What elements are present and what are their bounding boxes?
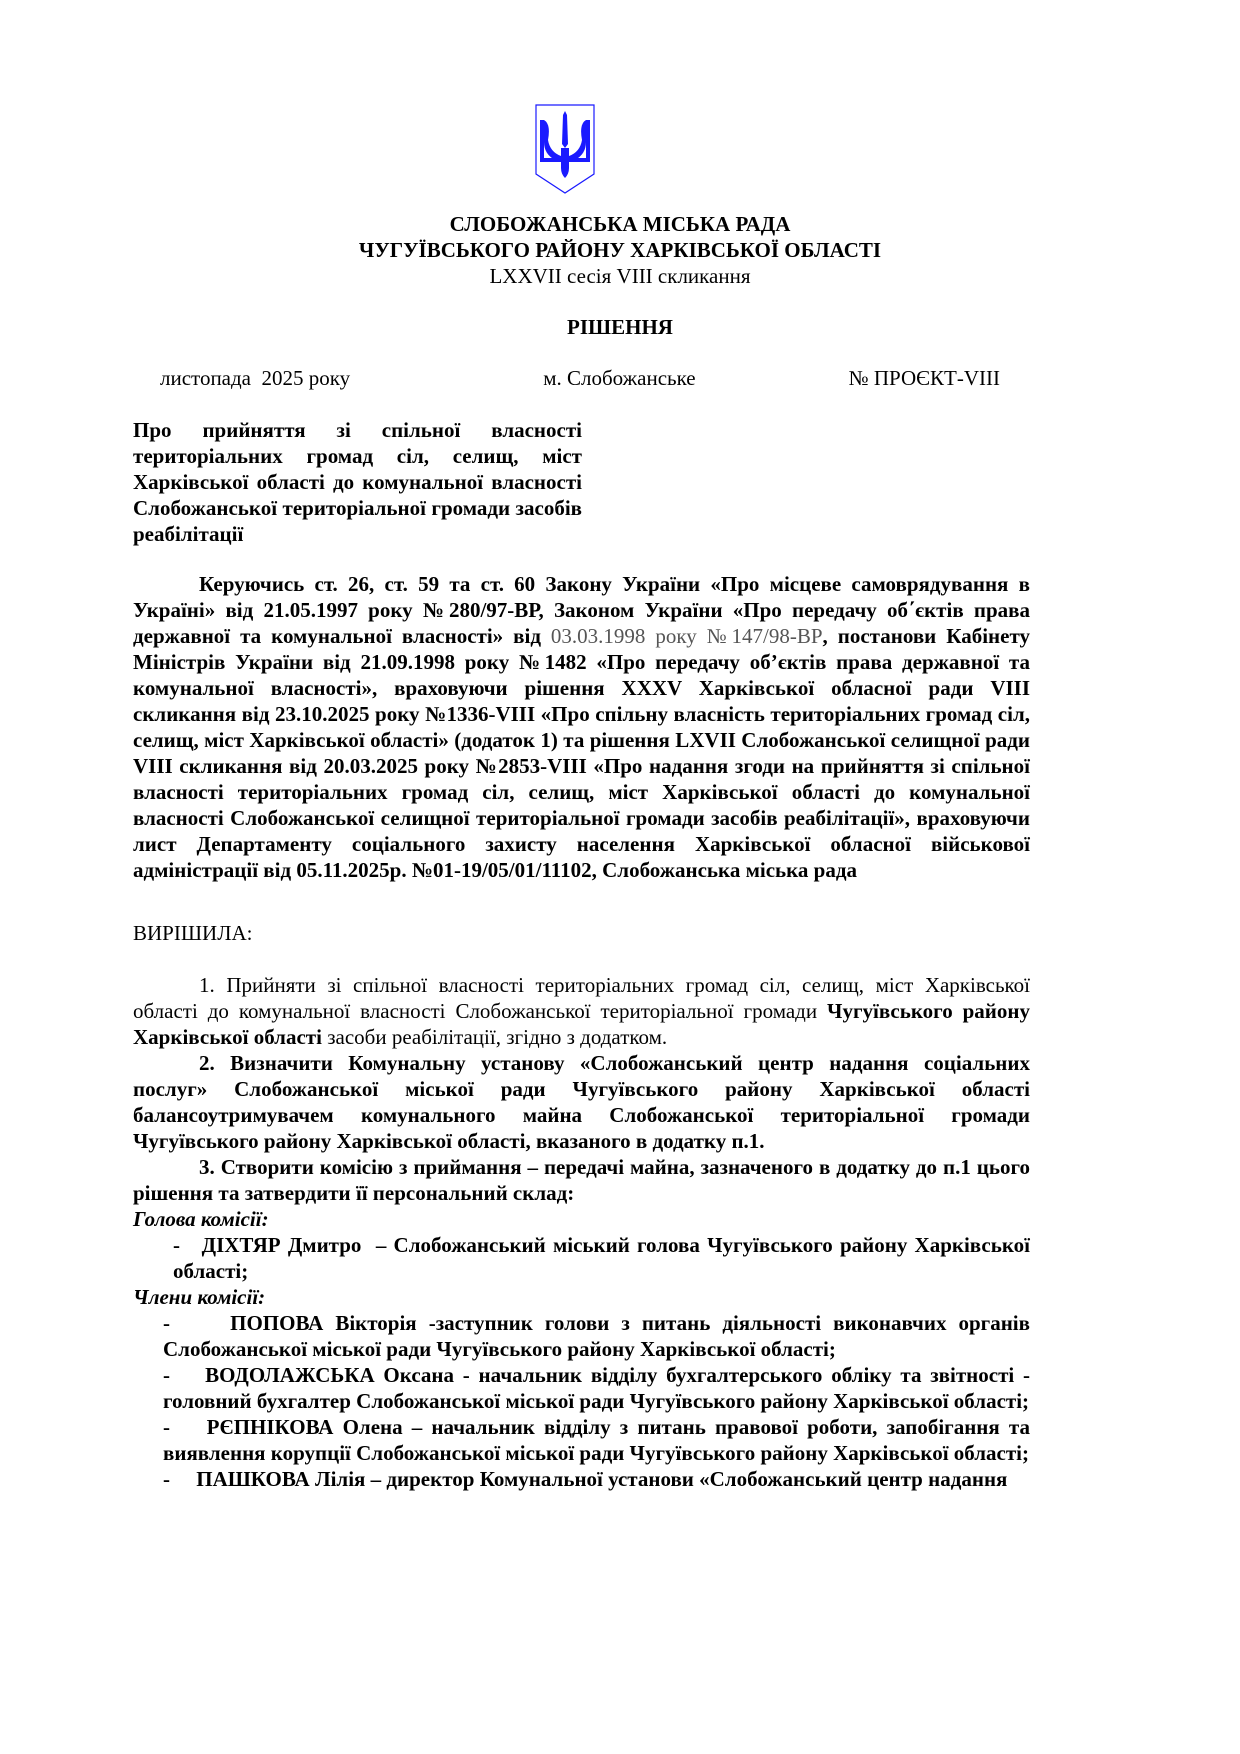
commission-member: - ПАШКОВА Лілія – директор Комунальної установи «Слобожанський центр надання <box>163 1467 1008 1491</box>
council-name: СЛОБОЖАНСЬКА МІСЬКА РАДА <box>449 212 791 236</box>
decision-date: листопада 2025 року <box>160 366 351 390</box>
commission-members-label: Члени комісії: <box>133 1285 266 1309</box>
item-2: 2. Визначити Комунальну установу «Слобожанський центр надання соціальних послуг» Слобожанської міської ради Чугуївського району Харківської області балансоутримувачем комунального майна Слобожанської територіальної громади Чугуївського району Харківської області, вказаного в додатку п.1. <box>133 1051 1030 1153</box>
item-1-end: засоби реабілітації, згідно з додатком. <box>321 1025 668 1049</box>
preamble-grey-ref: 03.03.1998 року №147/98-ВР <box>550 624 823 648</box>
resolved-label: ВИРІШИЛА: <box>133 921 253 945</box>
preamble-part3: , постанови Кабінету Міністрів України від 21.09.1998 року №1482 «Про передачу об’єктів права державної та комунальної власності», враховуючи рішення XXXV Харківської обласної ради VIII скликання від 23.10.2025 року №1336-VIII «Про спільну власність територіальних громад сіл, селищ, міст Харківської області» (додаток 1) та рішення LXVII Слобожанської селищної ради VIII скликання від 20.03.2025 року №2853-VIII «Про надання згоди на прийняття зі спільної власності територіальних громад сіл, селищ, міст Харківської області до комунальної власності Слобожанської селищної територіальної громади засобів реабілітації», враховуючи лист Департаменту соціального захисту населення Харківської обласної військової адміністрації від 05.11.2025р. №01-19/05/01/11102, Слобожанська міська рада <box>133 624 1030 882</box>
item-1-text: 1. Прийняти зі спільної власності територіальних громад сіл, селищ, міст Харківської області до комунальної власності Слобожанської територіальної громади <box>133 973 1030 1023</box>
commission-member: - ПОПОВА Вікторія -заступник голови з питань діяльності виконавчих органів Слобожанської міської ради Чугуївського району Харківської області; <box>163 1311 1036 1361</box>
coat-of-arms-icon <box>535 104 595 194</box>
decision-items <box>133 972 1036 1492</box>
decision-number: № ПРОЄКТ-VIII <box>848 366 1000 390</box>
preamble <box>133 571 1030 883</box>
commission-member: - РЄПНІКОВА Олена – начальник відділу з питань правової роботи, запобігання та виявлення корупції Слобожанської міської ради Чугуївського району Харківської області; <box>163 1415 1036 1465</box>
session-label: LXXVII сесія VIII скликання <box>489 264 751 288</box>
item-1-bold: Чугуївського району Харківської області <box>133 999 1030 1049</box>
decision-title: Про прийняття зі спільної власності територіальних громад сіл, селищ, міст Харківської області до комунальної власності Слобожанської територіальної громади засобів реабілітації <box>133 418 582 546</box>
commission-head-label: Голова комісії: <box>133 1207 269 1231</box>
commission-member: - ВОДОЛАЖСЬКА Оксана - начальник відділу бухгалтерського обліку та звітності - головний бухгалтер Слобожанської міської ради Чугуївського району Харківської області; <box>163 1363 1036 1413</box>
document-type: РІШЕННЯ <box>567 315 673 339</box>
district-name: ЧУГУЇВСЬКОГО РАЙОНУ ХАРКІВСЬКОЇ ОБЛАСТІ <box>358 238 882 262</box>
decision-place: м. Слобожанське <box>543 366 696 390</box>
item-3: 3. Створити комісію з приймання – передачі майна, зазначеного в додатку до п.1 цього рішення та затвердити її персональний склад: <box>133 1155 1030 1205</box>
item-1 <box>133 972 1030 1050</box>
commission-head: - ДІХТЯР Дмитро – Слобожанський міський голова Чугуївського району Харківської області; <box>173 1233 1036 1283</box>
date-place-number <box>160 366 1000 391</box>
preamble-part1: Керуючись ст. 26, ст. 59 та ст. 60 Закону України «Про місцеве самоврядування в Україні» від 21.05.1997 року №280/97-ВР, Законом України «Про передачу об΄єктів права державної та комунальної власності» від <box>133 572 1030 648</box>
